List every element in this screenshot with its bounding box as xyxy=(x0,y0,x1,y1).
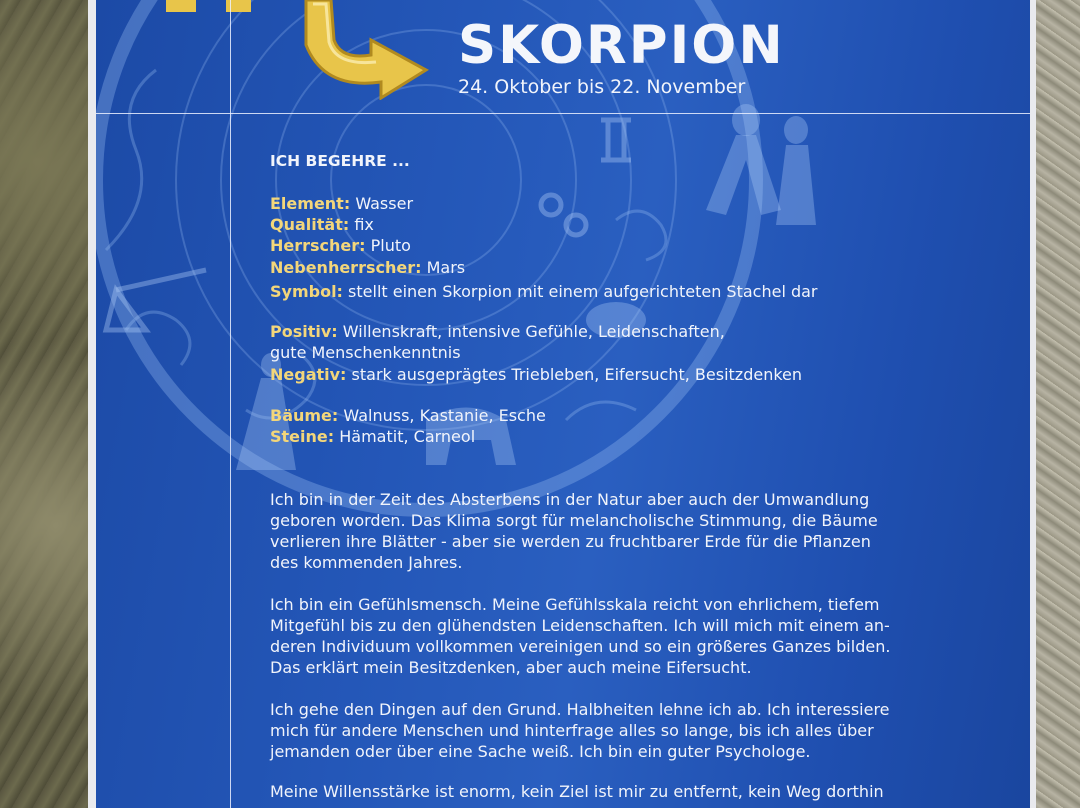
attribute-value: Pluto xyxy=(370,236,411,255)
nature-value: Walnuss, Kastanie, Esche xyxy=(343,406,546,425)
paragraph-line: geboren worden. Das Klima sorgt für melancholische Stimmung, die Bäume xyxy=(270,511,878,530)
attribute-symbol xyxy=(270,282,818,301)
scorpio-logo-icon xyxy=(156,0,456,100)
paragraph-line: jemanden oder über eine Sache weiß. Ich bin ein guter Psychologe. xyxy=(270,742,811,761)
attribute-value: Mars xyxy=(426,258,466,277)
attribute-label: Nebenherrscher: xyxy=(270,258,422,277)
trait-negative xyxy=(270,365,802,384)
zodiac-wheel-illustration xyxy=(96,0,1030,808)
trait-positive-continued: gute Menschenkenntnis xyxy=(270,343,461,362)
trait-value: Willenskraft, intensive Gefühle, Leidenschaften, xyxy=(342,322,725,341)
attribute-value: fix xyxy=(354,215,374,234)
attribute-label: Qualität: xyxy=(270,215,350,234)
paragraph-line: Meine Willensstärke ist enorm, kein Ziel ist mir zu entfernt, kein Weg dorthin xyxy=(270,782,884,801)
horizontal-rule xyxy=(96,113,1030,114)
attribute-value: stellt einen Skorpion mit einem aufgerichteten Stachel dar xyxy=(348,282,818,301)
attribute-value: Wasser xyxy=(355,194,414,213)
stone-wall-right xyxy=(1032,0,1080,808)
paragraph-line: Das erklärt mein Besitzdenken, aber auch meine Eifersucht. xyxy=(270,658,752,677)
attribute-label: Symbol: xyxy=(270,282,343,301)
trait-label: Positiv: xyxy=(270,322,338,341)
paragraph-line: verlieren ihre Blätter - aber sie werden zu fruchtbarer Erde für die Pflanzen xyxy=(270,532,871,551)
nature-value: Hämatit, Carneol xyxy=(339,427,476,446)
paragraph-line: Ich bin in der Zeit des Absterbens in der Natur aber auch der Umwandlung xyxy=(270,490,870,509)
sign-date-range: 24. Oktober bis 22. November xyxy=(458,76,746,98)
sign-title: SKORPION xyxy=(458,15,785,76)
paragraph-line: Ich gehe den Dingen auf den Grund. Halbheiten lehne ich ab. Ich interessiere xyxy=(270,700,890,719)
paragraph-line: deren Individuum vollkommen vereinigen und so ein größeres Ganzes bilden. xyxy=(270,637,891,656)
vertical-rule xyxy=(230,0,231,808)
nature-stones xyxy=(270,427,475,446)
trait-label: Negativ: xyxy=(270,365,347,384)
attribute-ruler xyxy=(270,236,411,255)
nature-label: Bäume: xyxy=(270,406,339,425)
trait-value: stark ausgeprägtes Triebleben, Eifersucht, Besitzdenken xyxy=(351,365,803,384)
attribute-element xyxy=(270,194,413,213)
info-panel xyxy=(96,0,1030,808)
attribute-co-ruler xyxy=(270,258,465,277)
stone-wall-left xyxy=(0,0,92,808)
paragraph-line: des kommenden Jahres. xyxy=(270,553,463,572)
nature-label: Steine: xyxy=(270,427,335,446)
trait-positive xyxy=(270,322,725,341)
attribute-label: Herrscher: xyxy=(270,236,366,255)
paragraph-line: Mitgefühl bis zu den glühendsten Leidenschaften. Ich will mich mit einem an- xyxy=(270,616,890,635)
nature-trees xyxy=(270,406,546,425)
paragraph-line: Ich bin ein Gefühlsmensch. Meine Gefühlsskala reicht von ehrlichem, tiefem xyxy=(270,595,880,614)
attribute-label: Element: xyxy=(270,194,351,213)
attribute-quality xyxy=(270,215,374,234)
paragraph-line: mich für andere Menschen und hinterfrage alles so lange, bis ich alles über xyxy=(270,721,874,740)
section-heading: ICH BEGEHRE ... xyxy=(270,152,410,170)
